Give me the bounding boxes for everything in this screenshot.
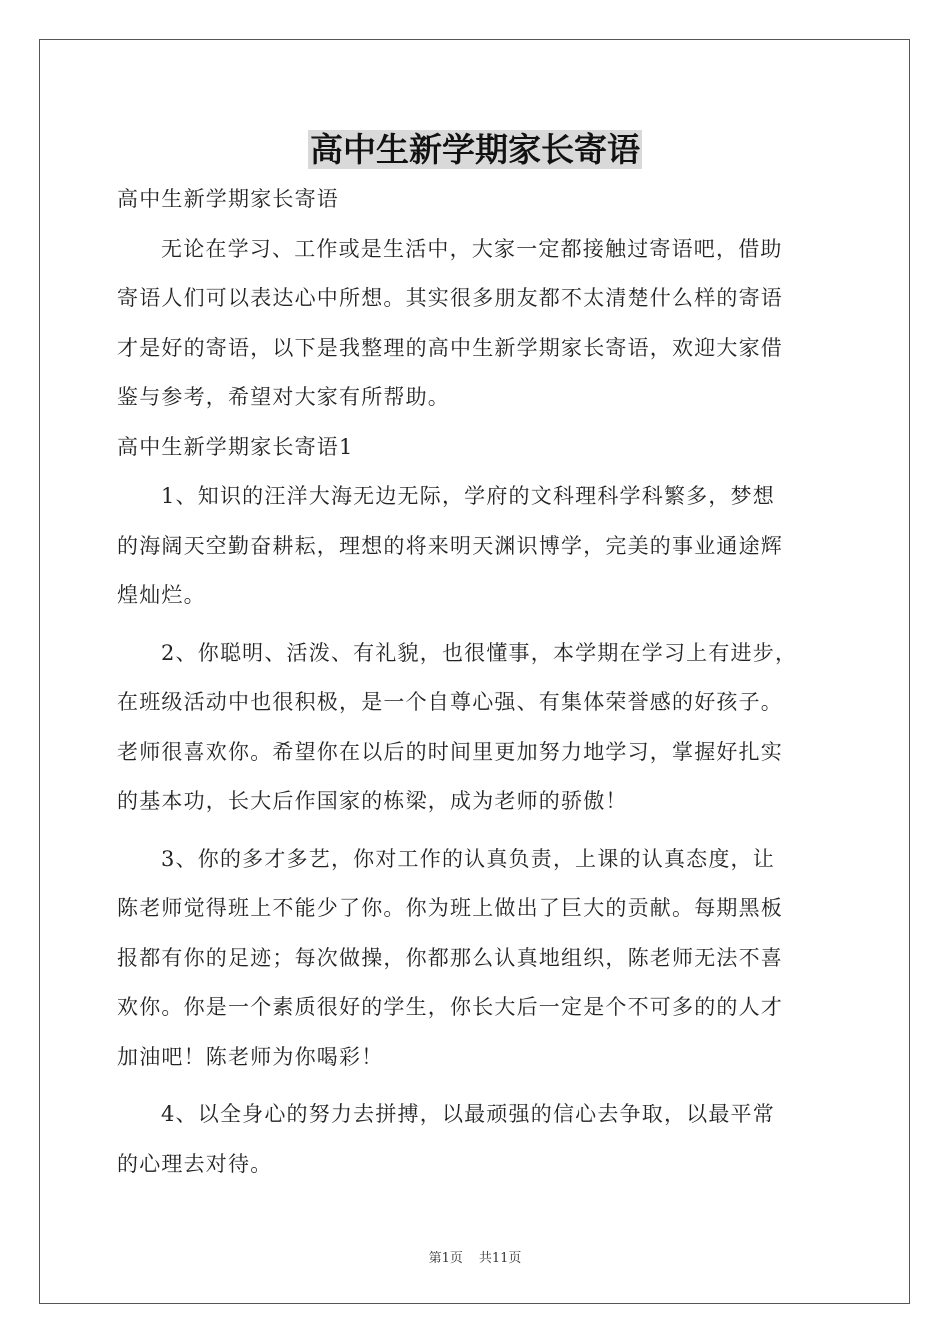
- paragraph-line: 加油吧！陈老师为你喝彩！: [117, 1044, 384, 1069]
- document-title-text: 高中生新学期家长寄语: [310, 130, 640, 169]
- paragraph-line: 老师很喜欢你。希望你在以后的时间里更加努力地学习，掌握好扎实: [117, 739, 783, 764]
- paragraph-line: 4、以全身心的努力去拼搏，以最顽强的信心去争取，以最平常: [161, 1102, 775, 1126]
- paragraph-line: 在班级活动中也很积极，是一个自尊心强、有集体荣誉感的好孩子。: [117, 690, 783, 714]
- paragraph-line: 1、知识的汪洋大海无边无际，学府的文科理科学科繁多，梦想: [161, 484, 775, 508]
- paragraph-line: 陈老师觉得班上不能少了你。你为班上做出了巨大的贡献。每期黑板: [117, 896, 783, 920]
- page-total: 共11页: [478, 1251, 522, 1266]
- paragraph-line: 煌灿烂。: [117, 583, 206, 607]
- paragraph-2: [117, 629, 835, 827]
- paragraph-line: 3、你的多才多艺，你对工作的认真负责，上课的认真态度，让: [161, 846, 775, 871]
- document-body: [117, 175, 835, 1189]
- page-footer: [0, 1247, 950, 1266]
- paragraph-1: [117, 472, 835, 621]
- intro-line: 才是好的寄语，以下是我整理的高中生新学期家长寄语，欢迎大家借: [117, 335, 783, 360]
- paragraph-gap: [117, 827, 835, 835]
- page-number: 第1页: [428, 1251, 463, 1266]
- paragraph-line: 2、你聪明、活泼、有礼貌，也很懂事，本学期在学习上有进步，: [161, 640, 798, 665]
- paragraph-line: 报都有你的足迹；每次做操，你都那么认真地组织，陈老师无法不喜: [117, 945, 783, 970]
- intro-line: 无论在学习、工作或是生活中，大家一定都接触过寄语吧，借助: [161, 236, 783, 261]
- paragraph-line: 的心理去对待。: [117, 1151, 273, 1176]
- document-title: [0, 128, 950, 172]
- paragraph-line: 欢你。你是一个素质很好的学生，你长大后一定是个不可多的的人才: [117, 995, 783, 1019]
- paragraph-gap: [117, 1082, 835, 1090]
- intro-paragraph: [117, 225, 835, 423]
- paragraph-gap: [117, 621, 835, 629]
- paragraph-4: [117, 1090, 835, 1189]
- paragraph-3: [117, 835, 835, 1083]
- intro-line: 鉴与参考，希望对大家有所帮助。: [117, 385, 450, 409]
- document-subtitle: 高中生新学期家长寄语: [117, 187, 339, 211]
- paragraph-line: 的海阔天空勤奋耕耘，理想的将来明天渊识博学，完美的事业通途辉: [117, 533, 783, 558]
- paragraph-line: 的基本功，长大后作国家的栋梁，成为老师的骄傲！: [117, 789, 628, 813]
- intro-line: 寄语人们可以表达心中所想。其实很多朋友都不太清楚什么样的寄语: [117, 286, 783, 310]
- section-heading: 高中生新学期家长寄语1: [117, 434, 354, 459]
